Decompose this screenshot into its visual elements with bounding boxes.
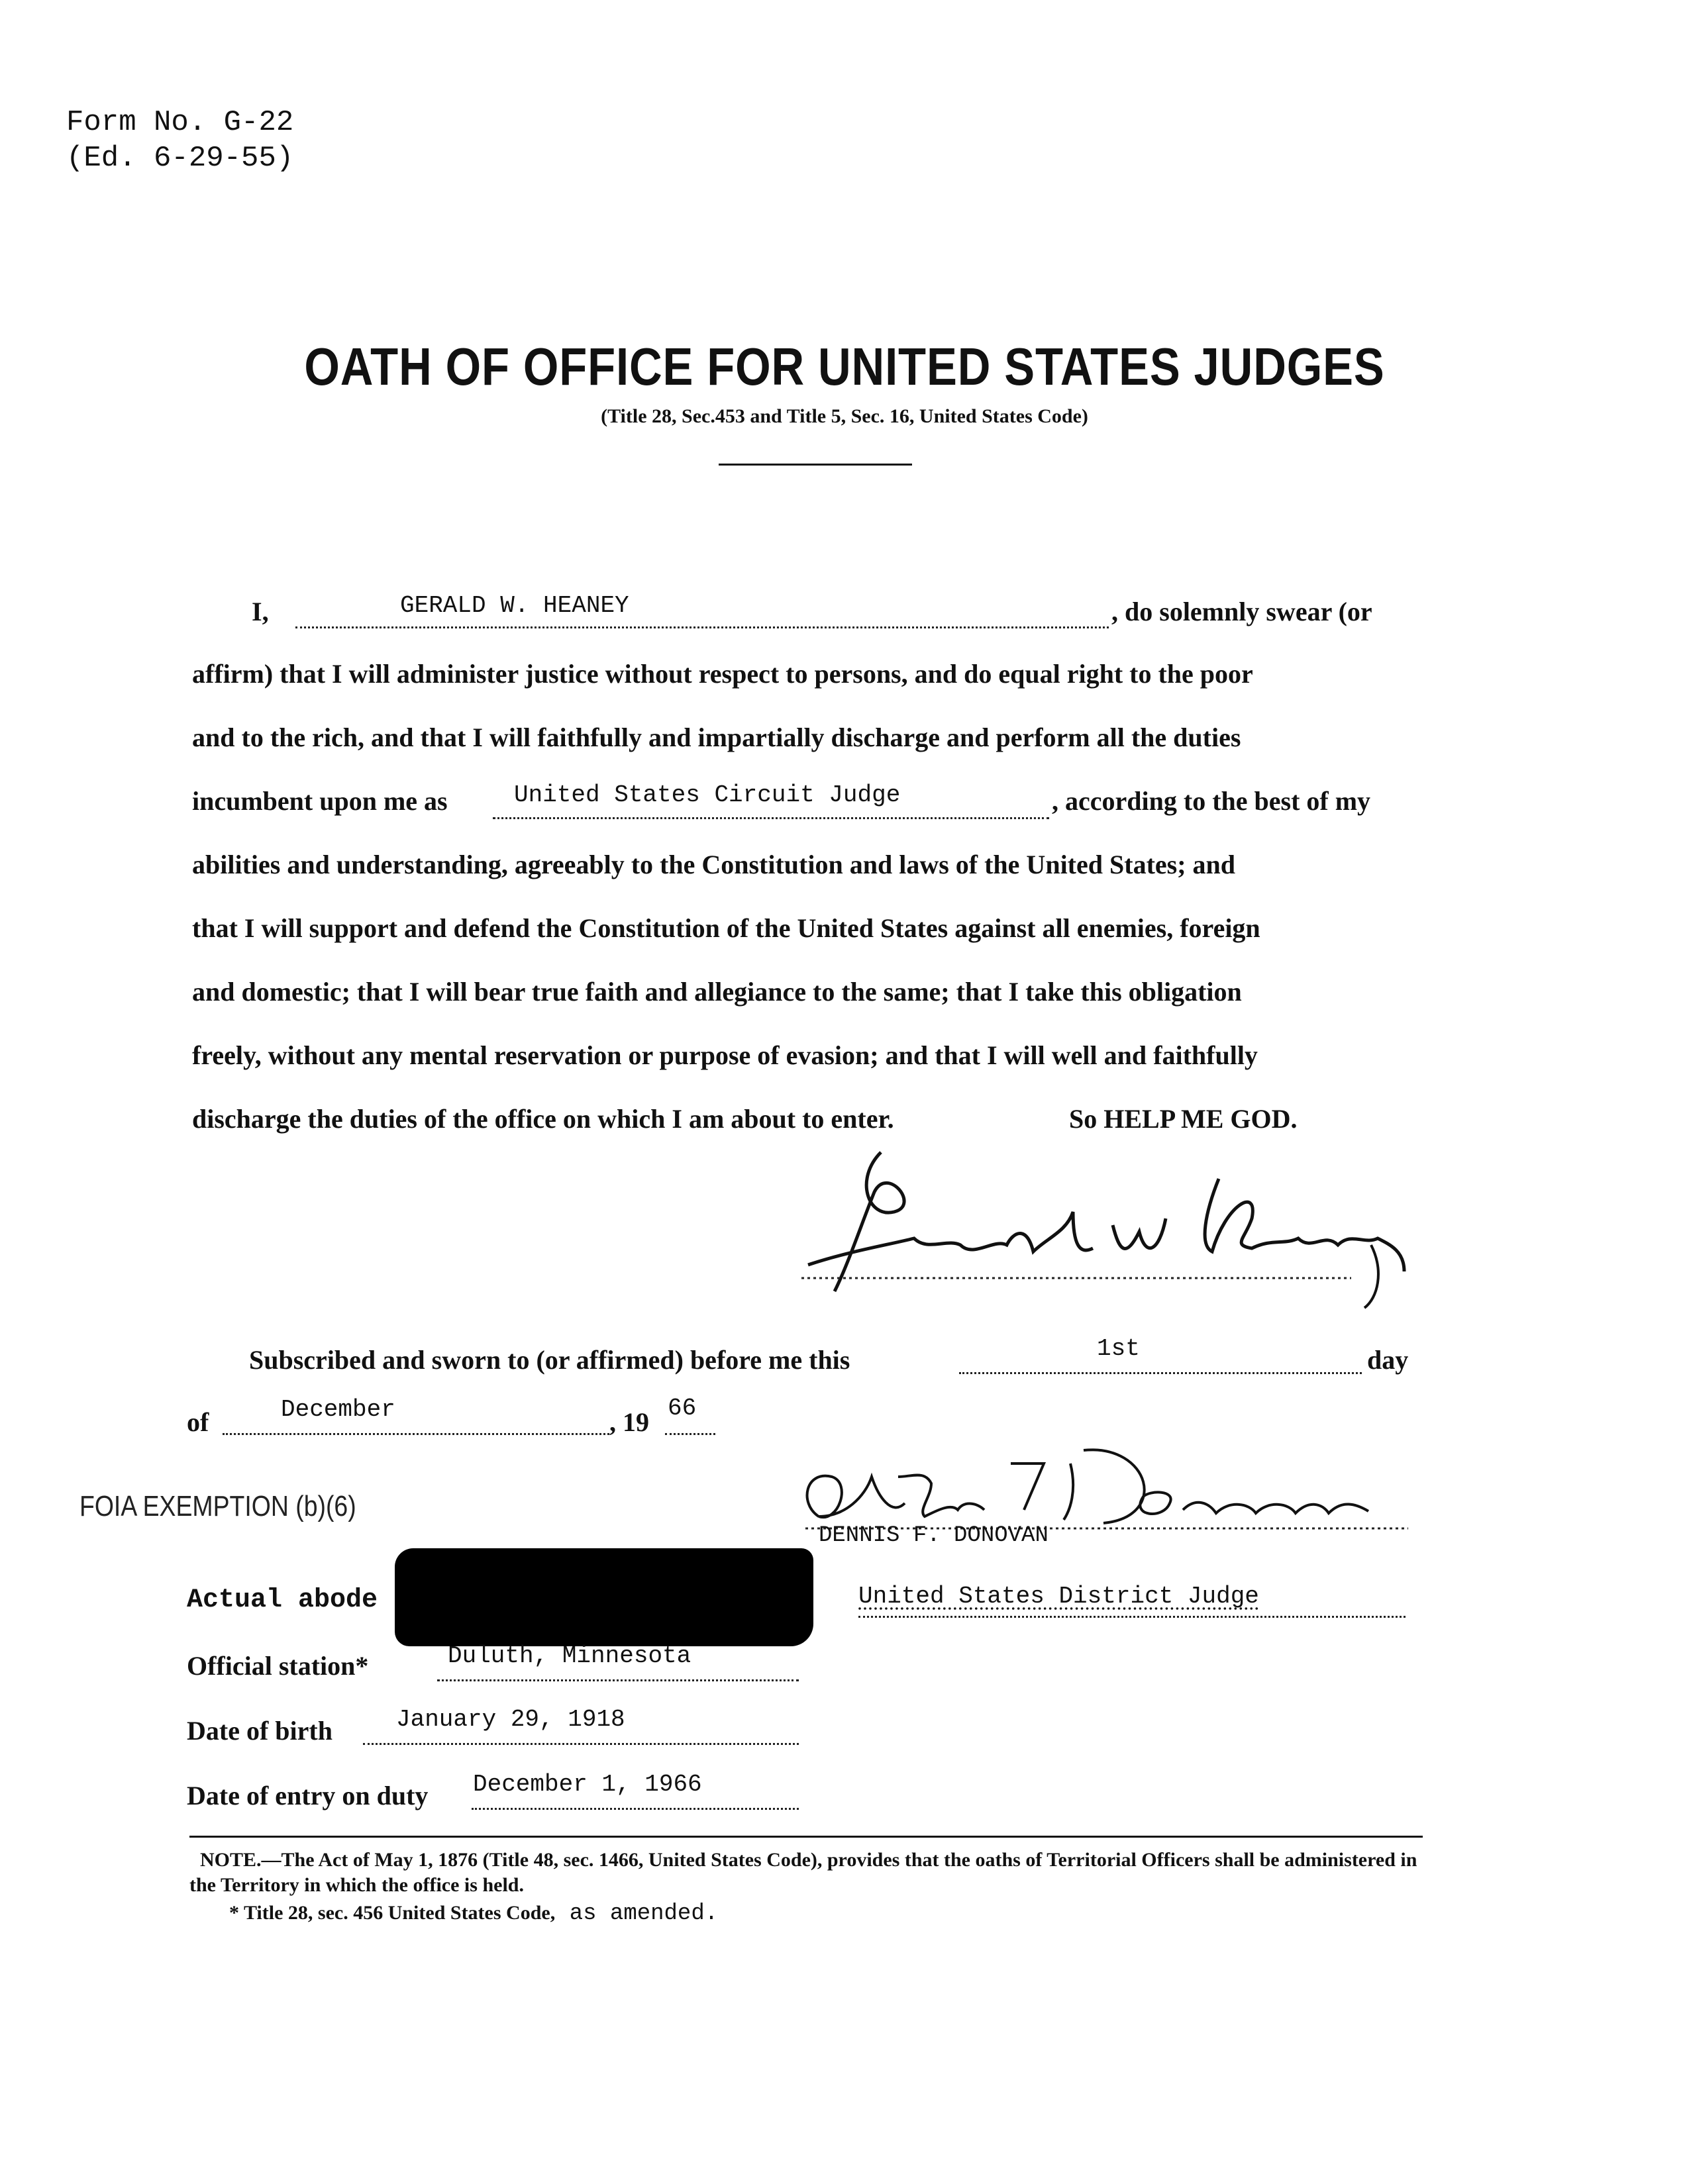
- oath-line8: freely, without any mental reservation or purpose of evasion; and that I will well and faithfully: [192, 1040, 1258, 1070]
- officer-typed-name: DENNIS F. DONOVAN: [819, 1523, 1049, 1548]
- footnote-prefix: * Title 28, sec. 456 United States Code,: [229, 1902, 556, 1924]
- oath-line7: and domestic; that I will bear true faith and allegiance to the same; that I take this obligation: [192, 977, 1242, 1007]
- form-number-block: [66, 105, 293, 176]
- year-field: 66: [668, 1395, 697, 1422]
- day-word: day: [1367, 1345, 1409, 1375]
- form-number: Form No. G-22: [66, 106, 294, 139]
- month-field: December: [281, 1396, 395, 1423]
- note-block: [189, 1848, 1421, 1926]
- birth-label: Date of birth: [187, 1716, 333, 1746]
- oath-line3: and to the rich, and that I will faithfully and impartially discharge and perform all the duties: [192, 722, 1241, 752]
- of-label: of: [187, 1407, 209, 1437]
- form-edition: (Ed. 6-29-55): [66, 142, 294, 175]
- station-field: Duluth, Minnesota: [448, 1642, 691, 1669]
- document-title: OATH OF OFFICE FOR UNITED STATES JUDGES: [304, 337, 1385, 396]
- judge-name-field: GERALD W. HEANEY: [400, 592, 629, 619]
- year-prefix: , 19: [609, 1407, 649, 1437]
- foia-exemption-stamp: FOIA EXEMPTION (b)(6): [79, 1490, 356, 1522]
- redaction-block: [395, 1548, 813, 1646]
- officer-title-line: [858, 1587, 1406, 1618]
- judge-signature: [795, 1139, 1431, 1311]
- oath-line1-suffix: , do solemnly swear (or: [1111, 597, 1372, 626]
- oath-line2: affirm) that I will administer justice without respect to persons, and do equal right to the poor: [192, 659, 1253, 689]
- station-label: Official station*: [187, 1651, 369, 1681]
- oath-line6: that I will support and defend the Constitution of the United States against all enemies, foreign: [192, 913, 1260, 943]
- day-field-line: [959, 1342, 1362, 1374]
- note-text: NOTE.—The Act of May 1, 1876 (Title 48, sec. 1466, United States Code), provides that the oaths of Territorial Officers shall be administered in the Territory in which the office is held.: [189, 1849, 1417, 1896]
- note-footnote: [229, 1901, 1421, 1926]
- office-field: United States Circuit Judge: [514, 781, 901, 809]
- subscribed-prefix: Subscribed and sworn to (or affirmed) before me this: [249, 1345, 850, 1375]
- title-divider: [719, 464, 912, 466]
- oath-line4-prefix: incumbent upon me as: [192, 786, 448, 816]
- birth-field: January 29, 1918: [396, 1706, 625, 1733]
- day-field: 1st: [1097, 1335, 1140, 1362]
- document-subtitle: (Title 28, Sec.453 and Title 5, Sec. 16, United States Code): [601, 405, 1088, 427]
- note-divider: [189, 1836, 1423, 1838]
- oath-line4-suffix: , according to the best of my: [1052, 786, 1371, 816]
- oath-closing: So HELP ME GOD.: [1069, 1104, 1298, 1134]
- oath-line9: discharge the duties of the office on which I am about to enter.: [192, 1104, 894, 1134]
- oath-prefix: I,: [252, 597, 269, 626]
- abode-label: Actual abode: [187, 1585, 378, 1615]
- officer-title: United States District Judge: [858, 1583, 1259, 1610]
- entry-field: December 1, 1966: [473, 1771, 702, 1798]
- entry-label: Date of entry on duty: [187, 1781, 429, 1811]
- judge-signature-image: [795, 1139, 1431, 1311]
- oath-line5: abilities and understanding, agreeably to the Constitution and laws of the United States; and: [192, 850, 1236, 879]
- footnote-suffix: as amended.: [569, 1901, 719, 1926]
